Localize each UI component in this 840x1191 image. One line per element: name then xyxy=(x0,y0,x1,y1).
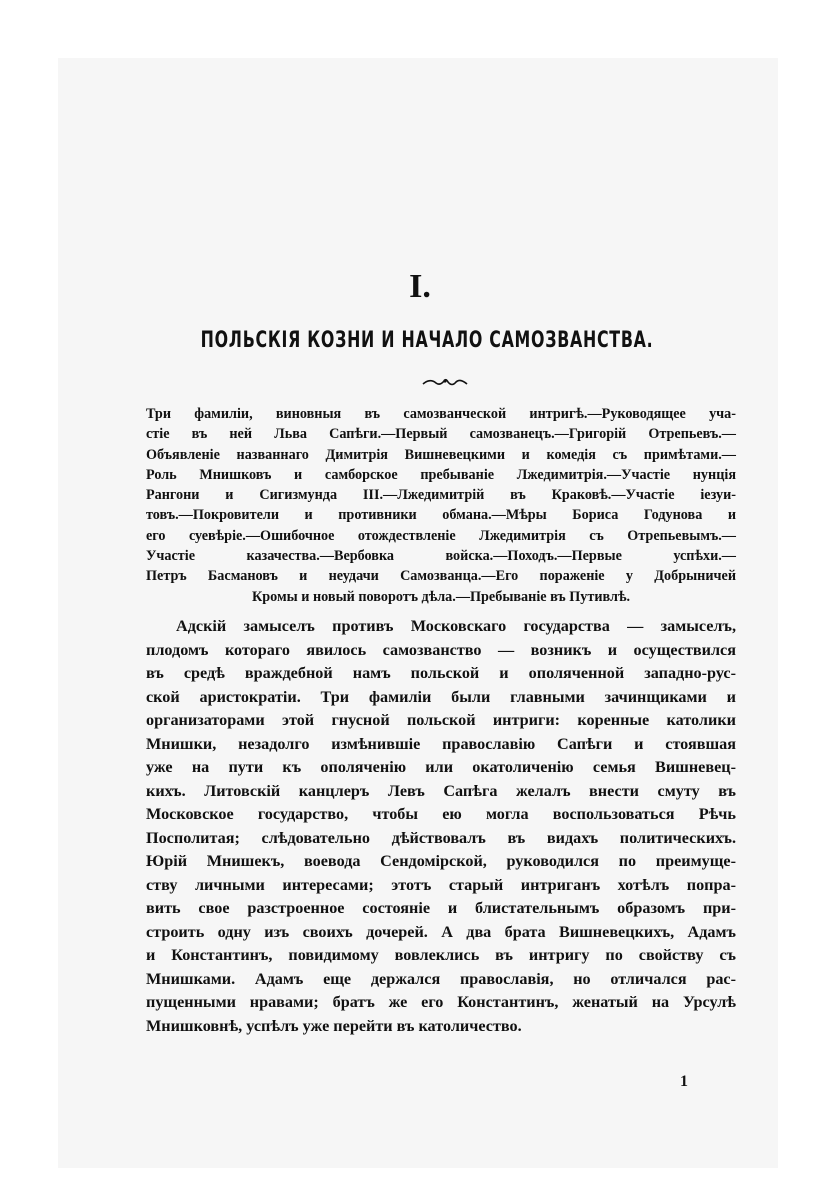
body-line: ству личными интересами; этотъ старый интриганъ хотѣлъ попра- xyxy=(146,875,736,894)
chapter-summary xyxy=(146,404,736,607)
body-line: Адскій замыселъ противъ Московскаго государства — замыселъ, xyxy=(176,617,736,635)
body-line: строить одну изъ своихъ дочерей. А два брата Вишневецкихъ, Адамъ xyxy=(146,922,736,941)
body-line: Московское государство, чтобы ею могла воспользоваться Рѣчь xyxy=(146,805,736,823)
summary-line: Участіе казачества.—Вербовка войска.—Походъ.—Первые успѣхи.— xyxy=(146,548,736,565)
body-line: плодомъ котораго явилось самозванство — возникъ и осуществился xyxy=(146,640,736,659)
summary-line: Петръ Басмановъ и неудачи Самозванца.—Его пораженіе у Добрыничей xyxy=(146,568,736,585)
summary-line: Кромы и новый поворотъ дѣла.—Пребываніе въ Путивлѣ. xyxy=(251,588,631,605)
body-line: и Константинъ, повидимому вовлеклись въ интригу по свойству съ xyxy=(146,946,736,964)
body-line: въ средѣ враждебной намъ польской и ополяченной западно-рус- xyxy=(146,664,736,682)
body-line: Юрій Мнишекъ, воевода Сендомірской, руководился по преимуще- xyxy=(146,852,736,870)
summary-line: Объявленіе названнаго Димитрія Вишневецкими и комедія съ примѣтами.— xyxy=(146,446,736,463)
body-line: кихъ. Литовскій канцлеръ Левъ Сапѣга желалъ внести смуту въ xyxy=(146,781,736,800)
body-line: Мнишки, незадолго измѣнившіе православію Сапѣги и стоявшая xyxy=(146,734,736,753)
body-line: Мнишковнѣ, успѣлъ уже перейти въ католичество. xyxy=(146,1016,522,1035)
body-paragraph xyxy=(146,615,736,1038)
page-number: 1 xyxy=(680,1073,688,1090)
summary-line: Рангони и Сигизмунда III.—Лжедимитрій въ Краковѣ.—Участіе іезуи- xyxy=(146,487,736,504)
body-line: Посполитая; слѣдовательно дѣйствовалъ въ видахъ политическихъ. xyxy=(146,828,736,847)
summary-line: товъ.—Покровители и противники обмана.—Мѣры Бориса Годунова и xyxy=(146,507,736,524)
ornament-divider-icon xyxy=(422,376,468,388)
body-line: ской аристократіи. Три фамиліи были главными зачинщиками и xyxy=(146,687,736,706)
summary-line: стіе въ ней Льва Сапѣги.—Первый самозванецъ.—Григорій Отрепьевъ.— xyxy=(146,426,736,443)
summary-line: его суевѣріе.—Ошибочное отождествленіе Лжедимитрія съ Отрепьевымъ.— xyxy=(146,527,736,544)
summary-line: Роль Мнишковъ и самборское пребываніе Лжедимитрія.—Участіе нунція xyxy=(146,466,736,483)
body-line: пущенными нравами; братъ же его Константинъ, женатый на Урсулѣ xyxy=(146,993,736,1011)
body-line: уже на пути къ ополяченію или окатоличенію семья Вишневец- xyxy=(146,758,736,776)
body-line: Мнишками. Адамъ еще держался православія, но отличался рас- xyxy=(146,969,736,988)
body-line: организаторами этой гнусной польской интриги: коренные католики xyxy=(146,711,736,729)
body-line: вить свое разстроенное состояніе и блистательнымъ образомъ при- xyxy=(146,899,736,917)
chapter-number: I. xyxy=(409,268,431,305)
summary-line: Три фамиліи, виновныя въ самозванческой интригѣ.—Руководящее уча- xyxy=(146,406,736,422)
chapter-title: ПОЛЬСКІЯ КОЗНИ И НАЧАЛО САМОЗВАНСТВА. xyxy=(200,328,654,353)
